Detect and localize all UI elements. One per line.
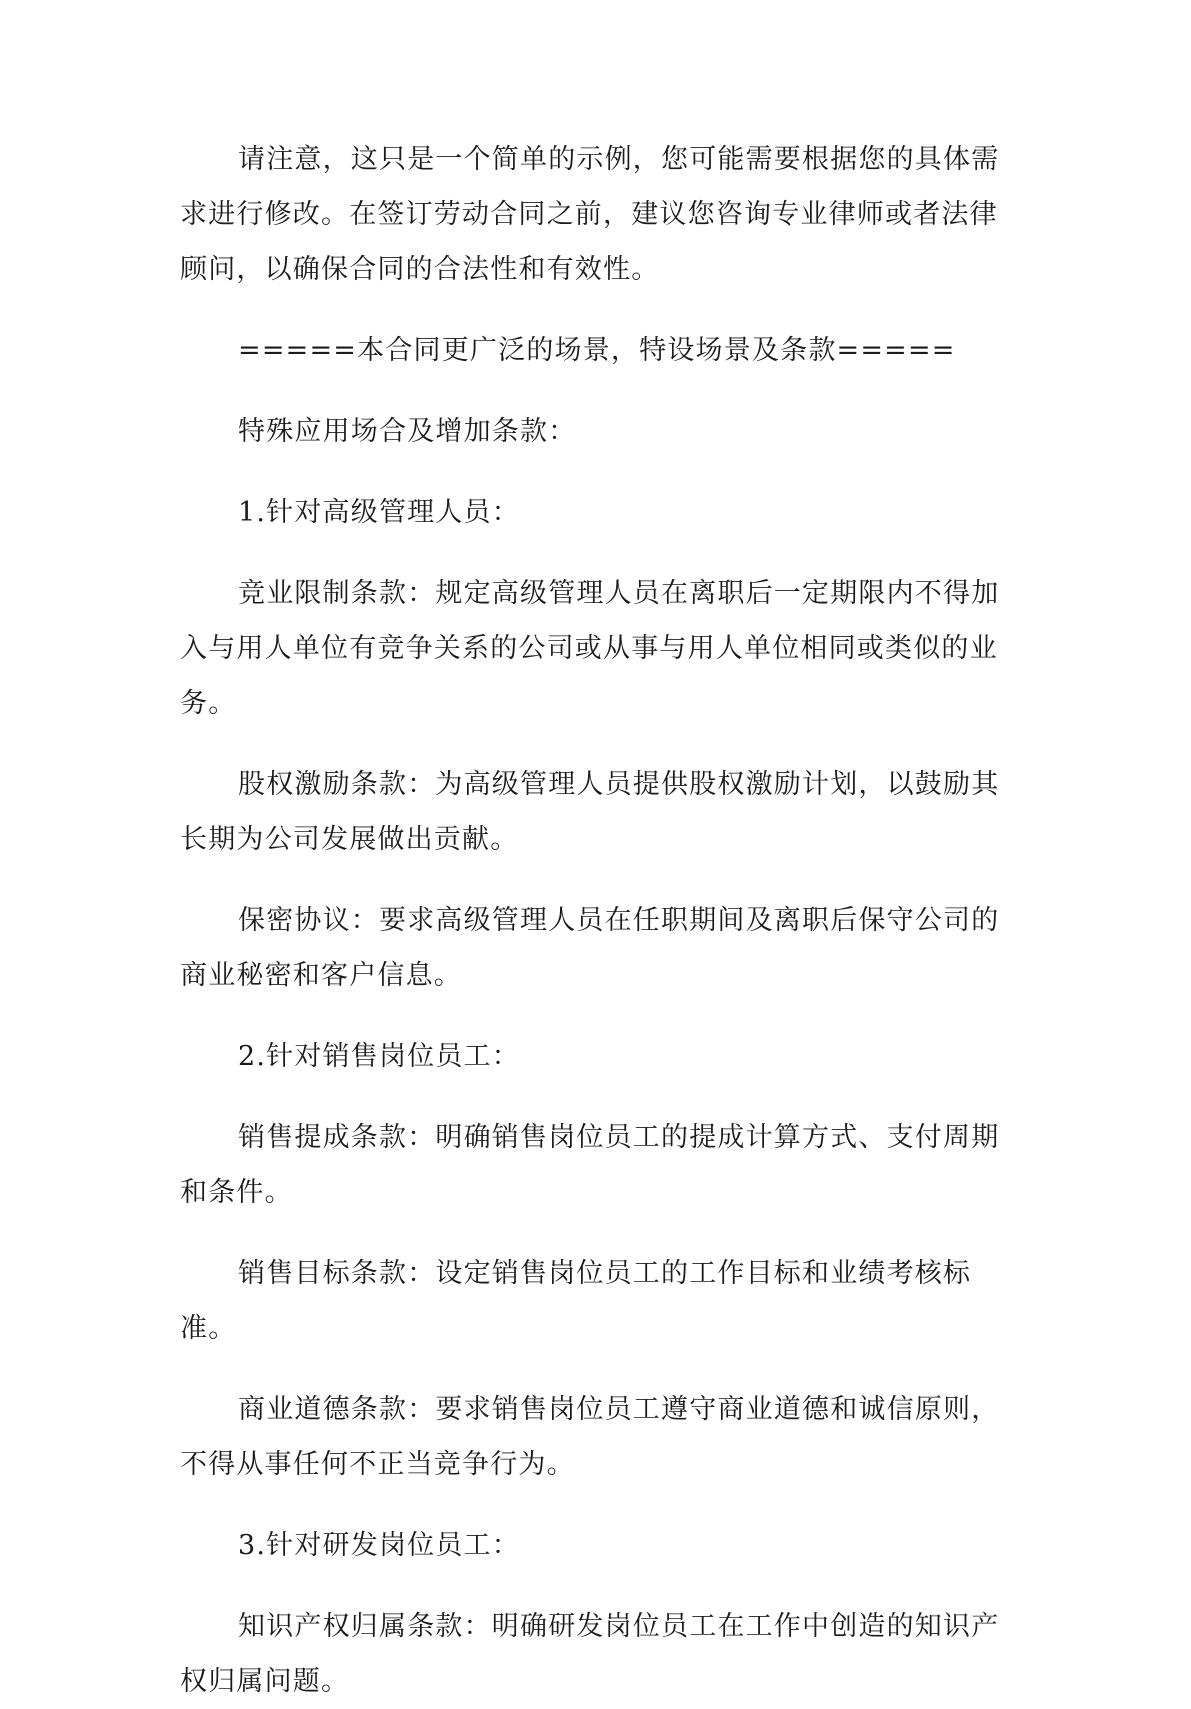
sales-target-clause: 销售目标条款：设定销售岗位员工的工作目标和业绩考核标准。	[180, 1258, 972, 1344]
business-ethics-clause: 商业道德条款：要求销售岗位员工遵守商业道德和诚信原则，不得从事任何不正当竞争行为。	[180, 1394, 1000, 1480]
section-divider-heading: =====本合同更广泛的场景，特设场景及条款=====	[238, 335, 956, 366]
non-compete-clause: 竞业限制条款：规定高级管理人员在离职后一定期限内不得加入与用人单位有竞争关系的公司或从事与用人单位相同或类似的业务。	[180, 578, 1000, 719]
ip-ownership-clause: 知识产权归属条款：明确研发岗位员工在工作中创造的知识产权归属问题。	[180, 1611, 1000, 1697]
senior-management-heading: 1.针对高级管理人员：	[238, 497, 520, 528]
rd-staff-heading: 3.针对研发岗位员工：	[238, 1530, 520, 1561]
equity-incentive-clause: 股权激励条款：为高级管理人员提供股权激励计划，以鼓励其长期为公司发展做出贡献。	[180, 769, 1000, 855]
special-clauses-heading: 特殊应用场合及增加条款：	[238, 416, 577, 447]
sales-staff-heading: 2.针对销售岗位员工：	[238, 1041, 520, 1072]
confidentiality-clause: 保密协议：要求高级管理人员在任职期间及离职后保守公司的商业秘密和客户信息。	[180, 905, 1000, 991]
note-paragraph: 请注意，这只是一个简单的示例，您可能需要根据您的具体需求进行修改。在签订劳动合同之前，建议您咨询专业律师或者法律顾问，以确保合同的合法性和有效性。	[180, 144, 1000, 285]
sales-commission-clause: 销售提成条款：明确销售岗位员工的提成计算方式、支付周期和条件。	[180, 1122, 1000, 1208]
